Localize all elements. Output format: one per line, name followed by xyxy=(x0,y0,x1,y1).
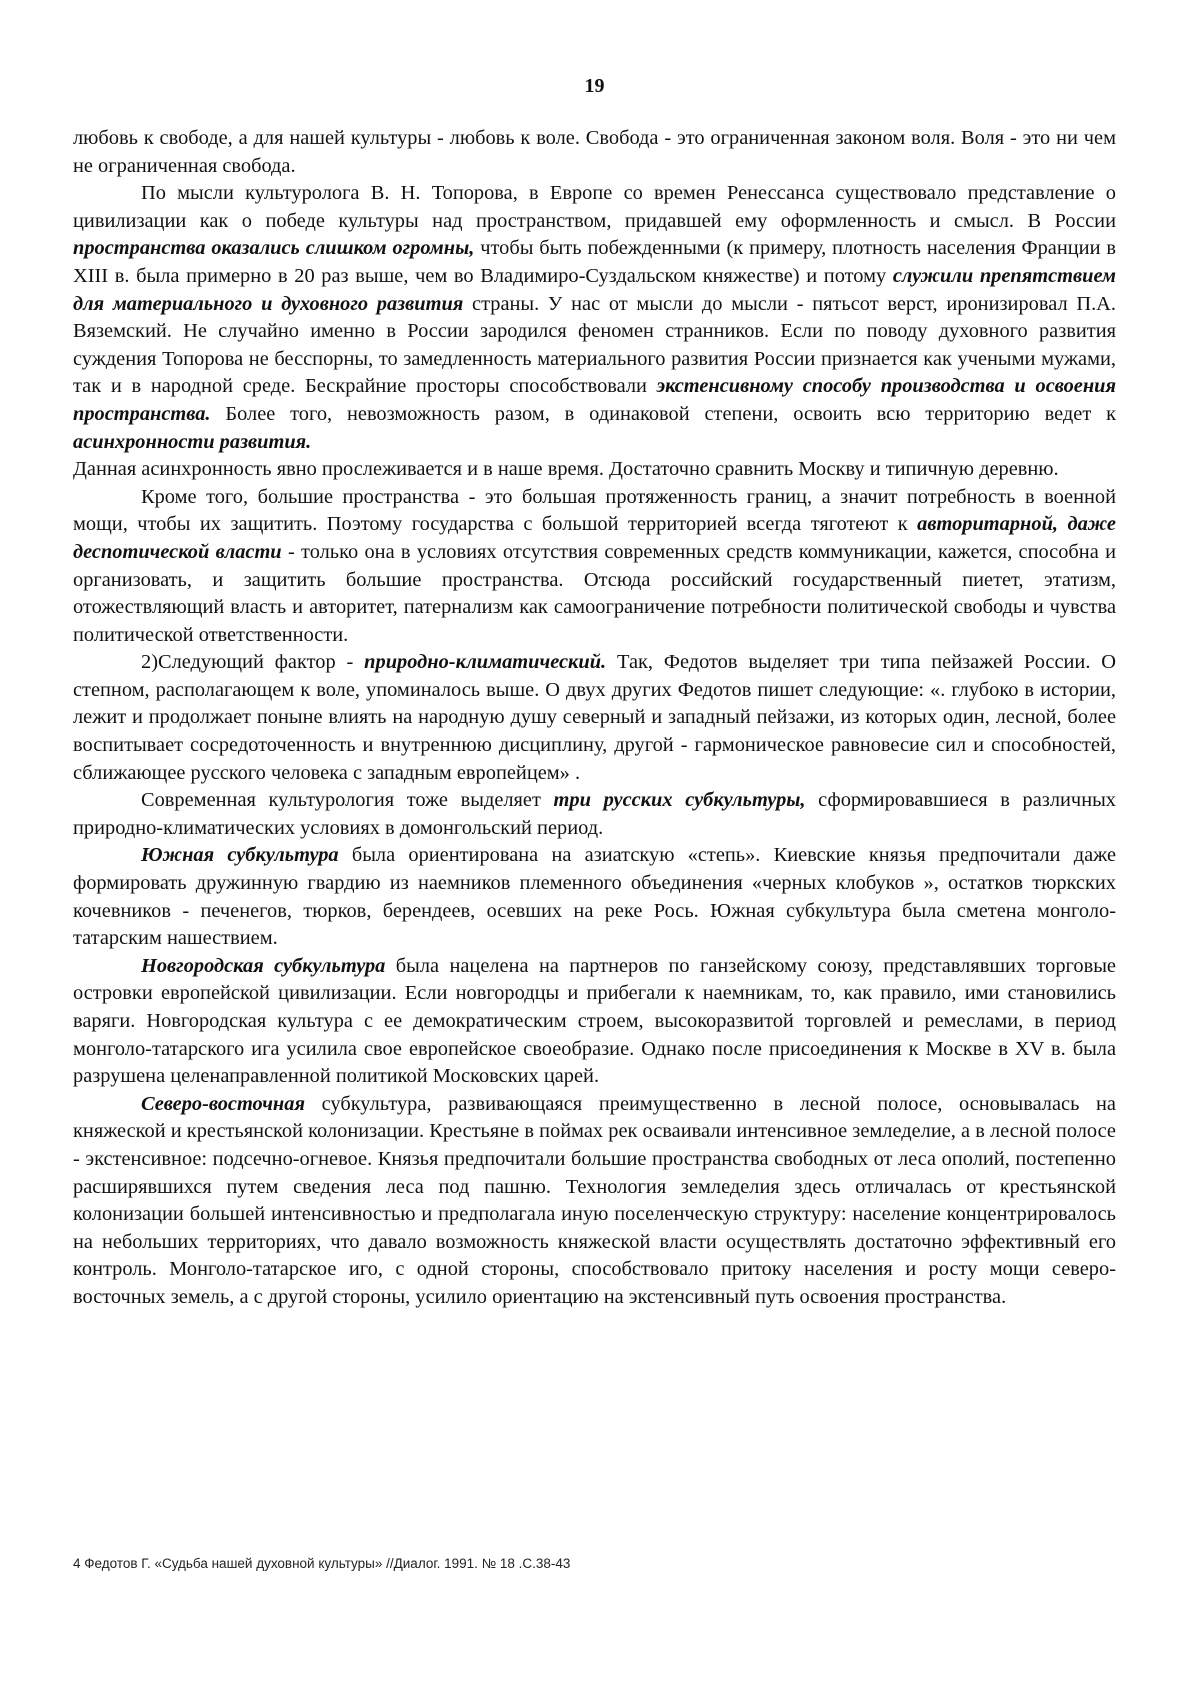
paragraph xyxy=(73,484,1116,650)
text-run: сформировавшиеся в различных природно-климатических условиях в домонгольский период. xyxy=(73,789,1116,839)
paragraph xyxy=(73,953,1116,1091)
paragraph xyxy=(73,180,1116,456)
text-run: Так, Федотов выделяет три типа пейзажей России. О степном, располагающем к воле, упоминалось выше. О двух других Федотов пишет следующие: «. глубоко в истории, лежит и продолжает поныне влиять на народную душу северный и западный пейзажи, из которых один, лесной, более воспитывает сосредоточенность и внутреннюю дисциплину, другой - гармоническое равновесие сил и способностей, сближающее русского человека с западным европейцем» . xyxy=(73,651,1116,784)
paragraph xyxy=(73,1091,1116,1312)
text-run: Кроме того, большие пространства - это большая протяженность границ, а значит потребность в военной мощи, чтобы их защитить. Поэтому государства с большой территорией всегда тяготеют к xyxy=(73,485,1116,536)
emphasized-text: пространства оказались слишком огромны, xyxy=(73,237,475,260)
paragraph xyxy=(73,649,1116,787)
text-run: 2)Следующий фактор - xyxy=(141,651,365,674)
text-run: чтобы быть побежденными (к примеру, плотность населения Франции в XIII в. была примерно в 20 раз выше, чем во Владимиро-Суздальском княжестве) и потому xyxy=(73,237,1117,287)
paragraph xyxy=(73,125,1116,180)
text-run: субкультура, развивающаяся преимущественно в лесной полосе, основывалась на княжеской и крестьянской колонизации. Крестьяне в поймах рек осваивали интенсивное земледелие, а в лесной полосе - экстенсивное: подсечно-огневое. Князья предпочитали большие пространства свободных от леса ополий, постепенно расширявшихся путем сведения леса под пашню. Технология земледелия здесь отличалась от крестьянской колонизации большей интенсивностью и предполагала иную поселенческую структуру: население концентрировалось на небольших территориях, что давало возможность княжеской власти осуществлять достаточно эффективный его контроль. Монголо-татарское иго, с одной стороны, способствовало притоку населения и росту мощи северо-восточных земель, а с другой стороны, усилило ориентацию на экстенсивный путь освоения пространства. xyxy=(73,1092,1116,1308)
emphasized-text: асинхронности развития. xyxy=(73,430,312,453)
paragraph xyxy=(73,842,1116,952)
emphasized-text: Южная субкультура xyxy=(141,844,339,867)
paragraph xyxy=(73,456,1116,484)
text-run: Современная культурология тоже выделяет xyxy=(141,789,554,812)
emphasized-text: Новгородская субкультура xyxy=(141,954,386,977)
emphasized-text: три русских субкультуры, xyxy=(553,789,806,812)
emphasized-text: Северо-восточная xyxy=(141,1092,305,1115)
text-run: любовь к свободе, а для нашей культуры - любовь к воле. Свобода - это ограниченная законом воля. Воля - это ни чем не ограниченная свобода. xyxy=(73,127,1116,177)
emphasized-text: природно-климатический. xyxy=(364,651,607,674)
emphasized-text: экстенсивному способу производства и освоения пространства. xyxy=(73,375,1116,425)
text-run: - только она в условиях отсутствия современных средств коммуникации, кажется, способна и организовать, и защитить большие пространства. Отсюда российский государственный пиетет, этатизм, отожествляющий власть и авторитет, патернализм как самоограничение потребности политической свободы и чувства политической ответственности. xyxy=(73,540,1116,646)
paragraph xyxy=(73,787,1116,842)
text-run: По мысли культуролога В. Н. Топорова, в Европе со времен Ренессанса существовало представление о цивилизации как о победе культуры над пространством, придавшей ему оформленность и смысл. В России xyxy=(73,182,1116,232)
text-run: страны. У нас от мысли до мысли - пятьсот верст, иронизировал П.А. Вяземский. Не случайно именно в России зародился феномен странников. Если по поводу духовного развития суждения Топорова не бесспорны, то замедленность материального развития России признается как учеными мужами, так и в народной среде. Бескрайние просторы способствовали xyxy=(73,292,1117,398)
body-text xyxy=(73,125,1116,1312)
footnote: 4 Федотов Г. «Судьба нашей духовной культуры» //Диалог. 1991. № 18 .С.38-43 xyxy=(73,1556,571,1571)
text-run: была ориентирована на азиатскую «степь». Киевские князья предпочитали даже формировать дружинную гвардию из наемников племенного объединения «черных клобуков », остатков тюркских кочевников - печенегов, тюрков, берендеев, осевших на реке Рось. Южная субкультура была сметена монголо-татарским нашествием. xyxy=(73,844,1116,950)
page-number: 19 xyxy=(584,75,605,97)
text-run: Данная асинхронность явно прослеживается и в наше время. Достаточно сравнить Москву и типичную деревню. xyxy=(73,458,1059,481)
text-run: была нацелена на партнеров по ганзейскому союзу, представлявших торговые островки европейской цивилизации. Если новгородцы и прибегали к наемникам, то, как правило, ими становились варяги. Новгородская культура с ее демократическим строем, высокоразвитой торговлей и ремеслами, в период монголо-татарского ига усилила свое европейское своеобразие. Однако после присоединения к Москве в XV в. была разрушена целенаправленной политикой Московских царей. xyxy=(73,954,1116,1088)
emphasized-text: служили препятствием для материального и духовного развития xyxy=(73,264,1117,315)
text-run: Более того, невозможность разом, в одинаковой степени, освоить всю территорию ведет к xyxy=(210,402,1116,425)
emphasized-text: авторитарной, даже деспотической власти xyxy=(73,513,1116,563)
